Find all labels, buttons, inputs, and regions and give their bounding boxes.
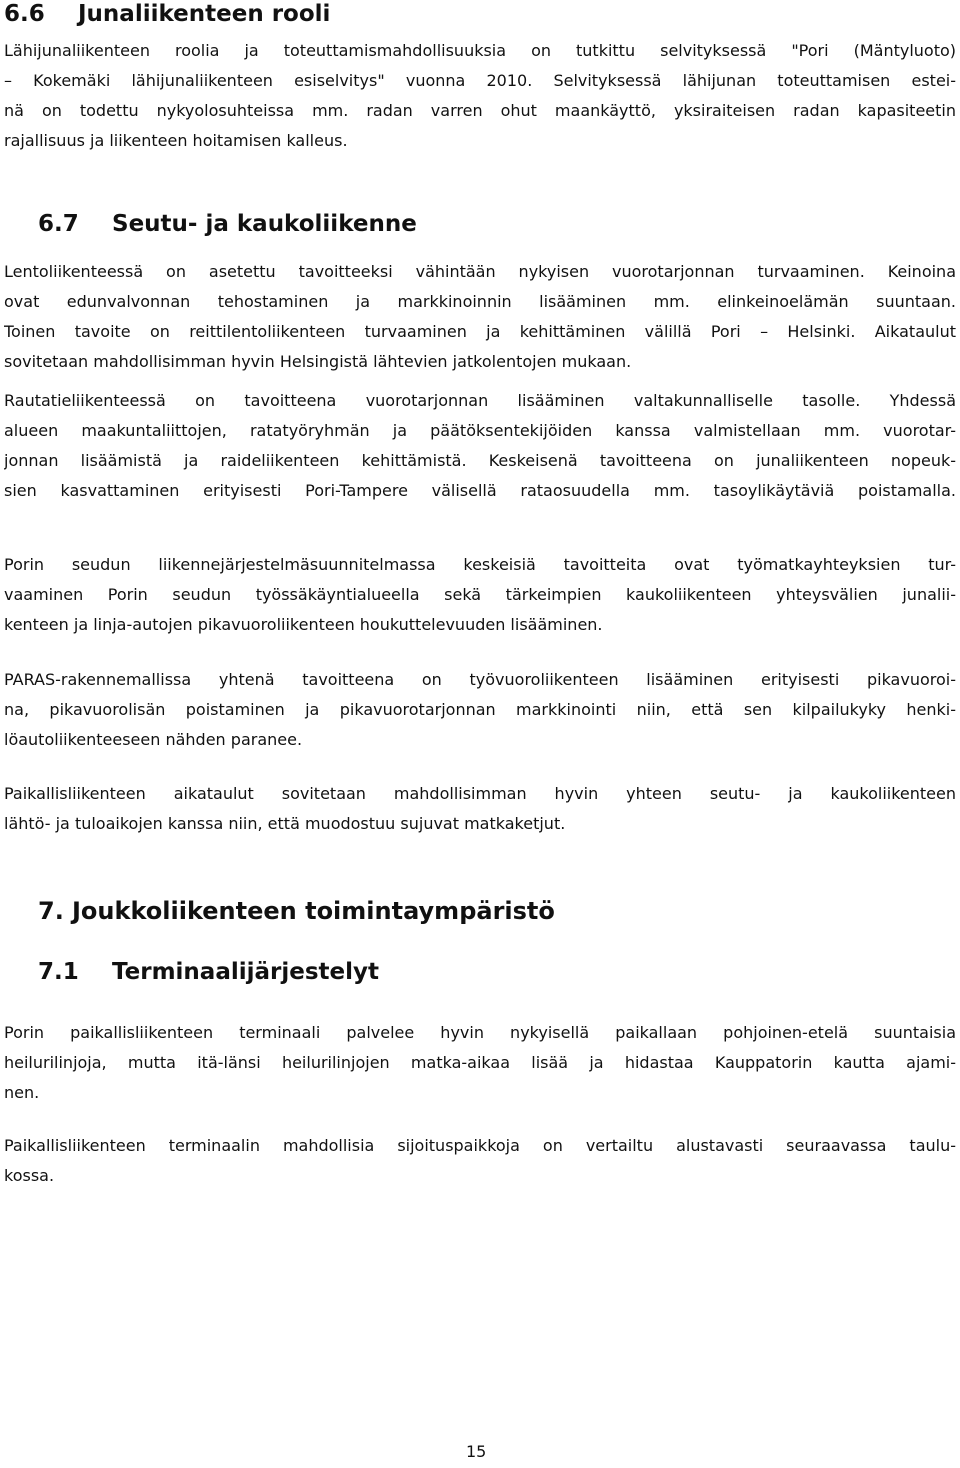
text-line: sovitetaan mahdollisimman hyvin Helsingistä lähtevien jatkolentojen mukaan. <box>4 352 632 371</box>
paragraph <box>4 1131 956 1191</box>
paragraph <box>4 1018 956 1108</box>
text-line: nen. <box>4 1083 40 1102</box>
text-line: na, pikavuorolisän poistaminen ja pikavuorotarjonnan markkinointi niin, että sen kilpailukyky henki- <box>4 700 956 719</box>
paragraph <box>4 665 956 755</box>
section-heading-6-7 <box>38 210 417 238</box>
text-line: alueen maakuntaliittojen, ratatyöryhmän ja päätöksentekijöiden kanssa valmistellaan mm. vuorotar- <box>4 421 956 440</box>
section-number: 6.6 <box>4 1 45 27</box>
text-line: Lähijunaliikenteen roolia ja toteuttamismahdollisuuksia on tutkittu selvityksessä "Pori (Mäntyluoto) <box>4 41 956 60</box>
paragraph <box>4 779 956 839</box>
text-line: löautoliikenteeseen nähden paranee. <box>4 730 303 749</box>
chapter-title: Joukkoliikenteen toimintaympäristö <box>72 897 555 925</box>
section-title: Terminaalijärjestelyt <box>112 959 379 985</box>
text-line: nä on todettu nykyolosuhteissa mm. radan varren ohut maankäyttö, yksiraiteisen radan kapasiteetin <box>4 101 956 120</box>
text-line: PARAS-rakennemallissa yhtenä tavoitteena on työvuoroliikenteen lisääminen erityisesti pikavuoroi- <box>4 670 956 689</box>
text-line: heilurilinjoja, mutta itä-länsi heilurilinjojen matka-aikaa lisää ja hidastaa Kauppatorin kautta ajami- <box>4 1053 956 1072</box>
text-line: rajallisuus ja liikenteen hoitamisen kalleus. <box>4 131 348 150</box>
paragraph <box>4 36 956 156</box>
text-line: vaaminen Porin seudun työssäkäyntialueella sekä tärkeimpien kaukoliikenteen yhteysvälien junalii- <box>4 585 956 604</box>
section-title: Seutu- ja kaukoliikenne <box>112 211 417 237</box>
text-line: Paikallisliikenteen aikataulut sovitetaan mahdollisimman hyvin yhteen seutu- ja kaukoliikenteen <box>4 784 956 803</box>
text-line: kenteen ja linja-autojen pikavuoroliikenteen houkuttelevuuden lisääminen. <box>4 615 603 634</box>
section-number: 7.1 <box>38 959 79 985</box>
section-heading-7-1 <box>38 958 379 986</box>
section-heading-6-6 <box>4 0 330 28</box>
text-line: Rautatieliikenteessä on tavoitteena vuorotarjonnan lisääminen valtakunnalliselle tasolle. Yhdessä <box>4 391 956 410</box>
text-line: Lentoliikenteessä on asetettu tavoitteeksi vähintään nykyisen vuorotarjonnan turvaaminen. Keinoina <box>4 262 956 281</box>
text-line: jonnan lisäämistä ja raideliikenteen kehittämistä. Keskeisenä tavoitteena on junaliikenteen nopeuk- <box>4 451 956 470</box>
text-line: – Kokemäki lähijunaliikenteen esiselvitys" vuonna 2010. Selvityksessä lähijunan toteuttamisen estei- <box>4 71 956 90</box>
text-line: Toinen tavoite on reittilentoliikenteen turvaaminen ja kehittäminen välillä Pori – Helsinki. Aikataulut <box>4 322 956 341</box>
text-line: kossa. <box>4 1166 55 1185</box>
section-number: 6.7 <box>38 211 79 237</box>
section-title: Junaliikenteen rooli <box>78 1 331 27</box>
text-line: sien kasvattaminen erityisesti Pori-Tampere välisellä rataosuudella mm. tasoylikäytäviä poistamalla. <box>4 481 956 500</box>
text-line: ovat edunvalvonnan tehostaminen ja markkinoinnin lisääminen mm. elinkeinoelämän suuntaan. <box>4 292 956 311</box>
paragraph <box>4 386 956 506</box>
text-line: Porin paikallisliikenteen terminaali palvelee hyvin nykyisellä paikallaan pohjoinen-etelä suuntaisia <box>4 1023 956 1042</box>
text-line: Porin seudun liikennejärjestelmäsuunnitelmassa keskeisiä tavoitteita ovat työmatkayhteyksien tur- <box>4 555 956 574</box>
chapter-heading-7 <box>38 897 555 925</box>
chapter-number: 7. <box>38 897 64 925</box>
text-line: Paikallisliikenteen terminaalin mahdollisia sijoituspaikkoja on vertailtu alustavasti seuraavassa taulu- <box>4 1136 956 1155</box>
paragraph <box>4 550 956 640</box>
page-number: 15 <box>466 1442 487 1461</box>
paragraph <box>4 257 956 377</box>
text-line: lähtö- ja tuloaikojen kanssa niin, että muodostuu sujuvat matkaketjut. <box>4 814 566 833</box>
